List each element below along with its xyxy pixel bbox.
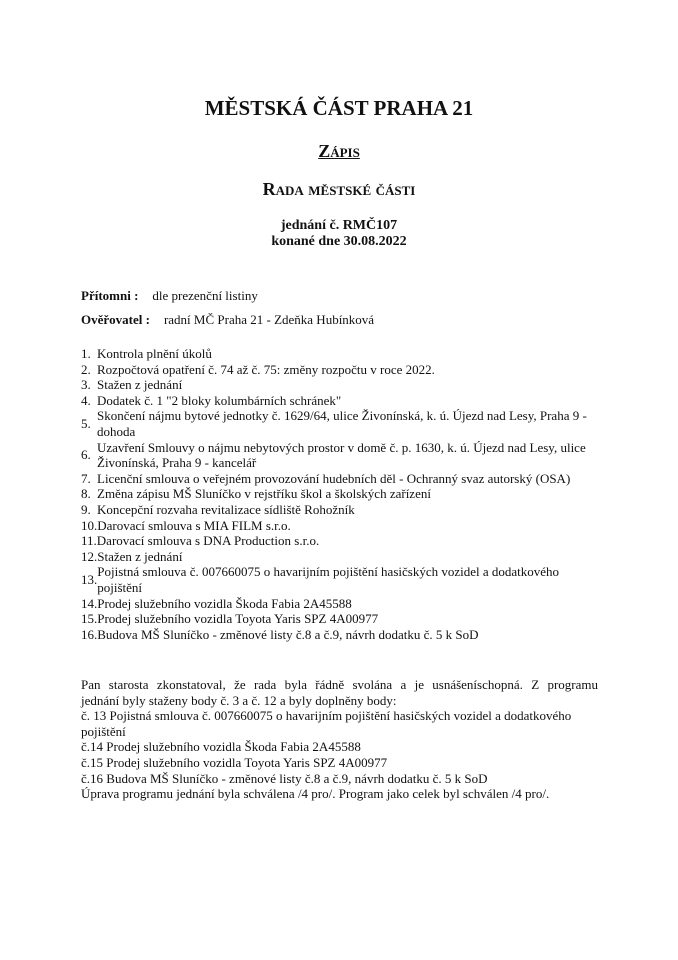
agenda-item-text: Darovací smlouva s DNA Production s.r.o. xyxy=(96,533,320,549)
minutes-line: Pan starosta zkonstatoval, že rada byla řádně svolána a je usnášeníschopná. Z programu xyxy=(81,677,598,692)
minutes-line: Úprava programu jednání byla schválena /4 pro/. Program jako celek byl schválen /4 pro/. xyxy=(81,786,550,802)
agenda-item-text: Licenční smlouva o veřejném provozování hudebních děl - Ochranný svaz autorský (OSA) xyxy=(97,470,571,486)
agenda-list xyxy=(81,346,601,642)
minutes-line: č.16 Budova MŠ Sluníčko - změnové listy č.8 a č.9, návrh dodatku č. 5 k SoD xyxy=(81,770,488,786)
minutes-line: jednání byly staženy body č. 3 a č. 12 a byly doplněny body: xyxy=(81,692,397,708)
minutes-line: č.15 Prodej služebního vozidla Toyota Yaris SPZ 4A00977 xyxy=(81,754,388,770)
agenda-item-number: 9. xyxy=(81,501,91,517)
agenda-item xyxy=(81,564,601,595)
agenda-item-text: Rozpočtová opatření č. 74 až č. 75: změny rozpočtu v roce 2022. xyxy=(97,361,435,377)
agenda-item xyxy=(81,486,601,502)
agenda-item xyxy=(81,408,601,439)
agenda-item xyxy=(81,377,601,393)
agenda-item-text: Koncepční rozvaha revitalizace sídliště Rohožník xyxy=(97,501,355,517)
agenda-item xyxy=(81,471,601,487)
agenda-item-text: Uzavření Smlouvy o nájmu nebytových prostor v domě č. p. 1630, k. ú. Újezd nad Lesy, ulice Živonínská, Praha 9 - kancelář xyxy=(97,439,586,471)
agenda-item-text: Darovací smlouva s MIA FILM s.r.o. xyxy=(97,517,291,533)
agenda-item-text: Pojistná smlouva č. 007660075 o havarijním pojištění hasičských vozidel a dodatkového pojištění xyxy=(97,564,560,595)
agenda-item xyxy=(81,393,601,409)
agenda-item-text: Prodej služebního vozidla Toyota Yaris SPZ 4A00977 xyxy=(97,611,379,627)
agenda-item-number: 13. xyxy=(81,572,98,588)
agenda-item-text: Stažen z jednání xyxy=(97,377,183,393)
agenda-item-number: 4. xyxy=(81,392,91,408)
meeting-info xyxy=(0,218,678,250)
verifier-label: Ověřovatel : xyxy=(81,312,150,327)
agenda-item-number: 1. xyxy=(81,346,91,361)
present-label: Přítomni : xyxy=(81,288,139,303)
agenda-item-text: Skončení nájmu bytové jednotky č. 1629/64, ulice Živonínská, k. ú. Újezd nad Lesy, Praha 9 - dohoda xyxy=(97,408,587,439)
verifier-value: radní MČ Praha 21 - Zdeňka Hubínková xyxy=(163,312,375,327)
agenda-item-text: Změna zápisu MŠ Sluníčko v rejstříku škol a školských zařízení xyxy=(97,486,431,502)
meeting-date: konané dne 30.08.2022 xyxy=(271,234,407,249)
agenda-item xyxy=(81,611,601,627)
agenda-item-number: 7. xyxy=(81,470,91,486)
agenda-item-number: 11. xyxy=(81,533,97,549)
agenda-item-text: Stažen z jednání xyxy=(97,548,183,564)
agenda-item-number: 15. xyxy=(81,611,98,627)
meeting-number: jednání č. RMČ107 xyxy=(280,218,398,233)
agenda-item-number: 5. xyxy=(81,416,91,432)
agenda-item-number: 12. xyxy=(81,548,98,564)
agenda-item-text: Prodej služebního vozidla Škoda Fabia 2A45588 xyxy=(97,595,352,611)
verifier-row xyxy=(81,312,374,328)
minutes-paragraph xyxy=(81,677,598,802)
present-row xyxy=(81,288,258,304)
agenda-item-number: 3. xyxy=(81,377,91,393)
agenda-item-number: 10. xyxy=(81,517,98,533)
agenda-item xyxy=(81,518,601,534)
agenda-item xyxy=(81,502,601,518)
agenda-item xyxy=(81,549,601,565)
document-type-text: Zápis xyxy=(318,141,360,161)
minutes-line: č.14 Prodej služebního vozidla Škoda Fabia 2A45588 xyxy=(81,739,361,755)
agenda-item xyxy=(81,533,601,549)
agenda-item-number: 16. xyxy=(81,626,98,642)
agenda-item-text: Dodatek č. 1 "2 bloky kolumbárních schránek" xyxy=(97,392,342,408)
agenda-item xyxy=(81,346,601,362)
agenda-item xyxy=(81,440,601,471)
agenda-item xyxy=(81,596,601,612)
agenda-item-number: 2. xyxy=(81,361,91,377)
agenda-item-number: 6. xyxy=(81,447,91,463)
agenda-item-text: Budova MŠ Sluníčko - změnové listy č.8 a č.9, návrh dodatku č. 5 k SoD xyxy=(97,626,479,642)
document-title: MĚSTSKÁ ČÁST PRAHA 21 xyxy=(204,96,474,120)
agenda-item xyxy=(81,362,601,378)
agenda-item-text: Kontrola plnění úkolů xyxy=(97,346,212,361)
agenda-item-number: 14. xyxy=(81,595,98,611)
document-type xyxy=(0,140,678,162)
council-name: Rada městské části xyxy=(262,179,416,199)
agenda-item xyxy=(81,627,601,643)
minutes-line: č. 13 Pojistná smlouva č. 007660075 o havarijním pojištění hasičských vozidel a dodatkového pojištění xyxy=(81,708,572,739)
agenda-item-number: 8. xyxy=(81,486,91,502)
present-value: dle prezenční listiny xyxy=(152,288,258,303)
